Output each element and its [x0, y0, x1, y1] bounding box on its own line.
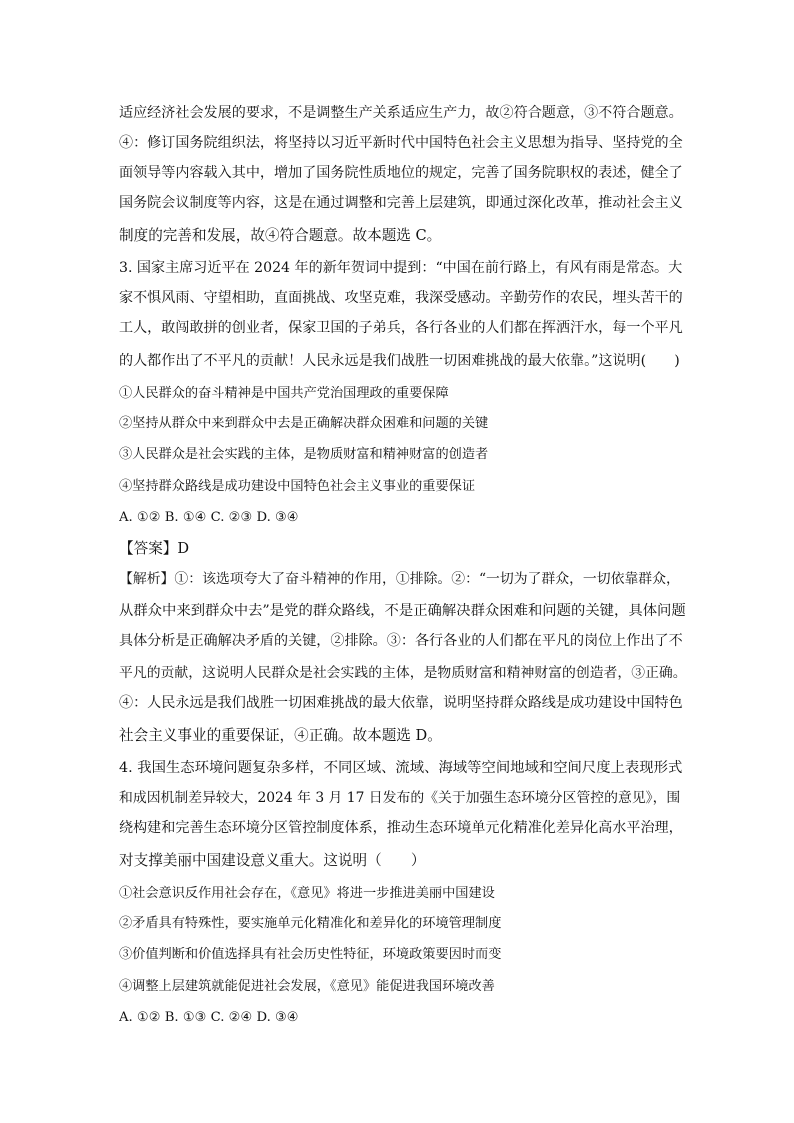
text-line: 国务院会议制度等内容，这是在通过调整和完善上层建筑，即通过深化改革，推动社会主义 — [119, 195, 683, 211]
question-3-stem: 的人都作出了不平凡的贡献！人民永远是我们战胜一切困难挑战的最大依靠。”这说明( ) — [119, 353, 680, 369]
question-3-stem: 3. 国家主席习近平在 2024 年的新年贺词中提到：“中国在前行路上，有风有雨是常态。大 — [119, 260, 683, 276]
analysis-text: 社会主义事业的重要保证，④正确。故本题选 D。 — [119, 727, 442, 744]
question-4-option: ④调整上层建筑就能促进社会发展，《意见》能促进我国环境改善 — [119, 979, 495, 994]
question-3-option: ①人民群众的奋斗精神是中国共产党治国理政的重要保障 — [119, 386, 449, 401]
analysis-text: 从群众中来到群众中去”是党的群众路线，不是正确解决群众困难和问题的关键，具体问题 — [119, 603, 686, 619]
question-4-stem: 对支撑美丽中国建设意义重大。这说明（ ） — [119, 852, 426, 869]
text-line: 适应经济社会发展的要求，不是调整生产关系适应生产力，故②符合题意，③不符合题意。 — [119, 105, 683, 121]
question-4-option: ①社会意识反作用社会存在，《意见》将进一步推进美丽中国建设 — [119, 886, 495, 901]
analysis-text: 具体分析是正确解决矛盾的关键，②排除。③：各行各业的人们都在平凡的岗位上作出了不 — [119, 633, 683, 649]
question-3-stem: 工人，敢闯敢拼的创业者，保家卫国的子弟兵，各行各业的人们都在挥洒汗水，每一个平凡 — [119, 320, 683, 336]
question-3-option: ②坚持从群众中来到群众中去是正确解决群众困难和问题的关键 — [119, 416, 489, 431]
question-3-option: ③人民群众是社会实践的主体，是物质财富和精神财富的创造者 — [119, 447, 489, 462]
analysis-text: ④：人民永远是我们战胜一切困难挑战的最大依靠，说明坚持群众路线是成功建设中国特色 — [119, 695, 683, 711]
analysis-text: 平凡的贡献，这说明人民群众是社会实践的主体，是物质财富和精神财富的创造者，③正确。 — [119, 665, 687, 681]
answer-label: 【答案】D — [119, 540, 190, 557]
question-4-choices: A. ①② B. ①③ C. ②④ D. ③④ — [119, 1010, 299, 1025]
question-3-stem: 家不惧风雨、守望相助，直面挑战、攻坚克难，我深受感动。辛勤劳作的农民，埋头苦干的 — [119, 290, 683, 306]
text-line: 制度的完善和发展，故④符合题意。故本题选 C。 — [119, 227, 442, 244]
question-3-choices: A. ①② B. ①④ C. ②③ D. ③④ — [119, 510, 299, 525]
text-line: ④：修订国务院组织法，将坚持以习近平新时代中国特色社会主义思想为指导、坚持党的全 — [119, 135, 683, 151]
analysis-text: 【解析】①：该选项夸大了奋斗精神的作用，①排除。②：“一切为了群众，一切依靠群众， — [119, 571, 680, 587]
text-line: 面领导等内容载入其中，增加了国务院性质地位的规定，完善了国务院职权的表述，健全了 — [119, 165, 683, 181]
question-4-stem: 绕构建和完善生态环境分区管控制度体系，推动生态环境单元化精准化差异化高水平治理， — [119, 820, 683, 836]
question-4-stem: 和成因机制差异较大，2024 年 3 月 17 日发布的《关于加强生态环境分区管控的意见》，围 — [119, 790, 681, 806]
question-4-stem: 4. 我国生态环境问题复杂多样，不同区域、流域、海域等空间地域和空间尺度上表现形式 — [119, 760, 683, 776]
question-4-option: ②矛盾具有特殊性，要实施单元化精准化和差异化的环境管理制度 — [119, 916, 502, 931]
question-4-option: ③价值判断和价值选择具有社会历史性特征，环境政策要因时而变 — [119, 947, 502, 962]
question-3-option: ④坚持群众路线是成功建设中国特色社会主义事业的重要保证 — [119, 479, 476, 494]
